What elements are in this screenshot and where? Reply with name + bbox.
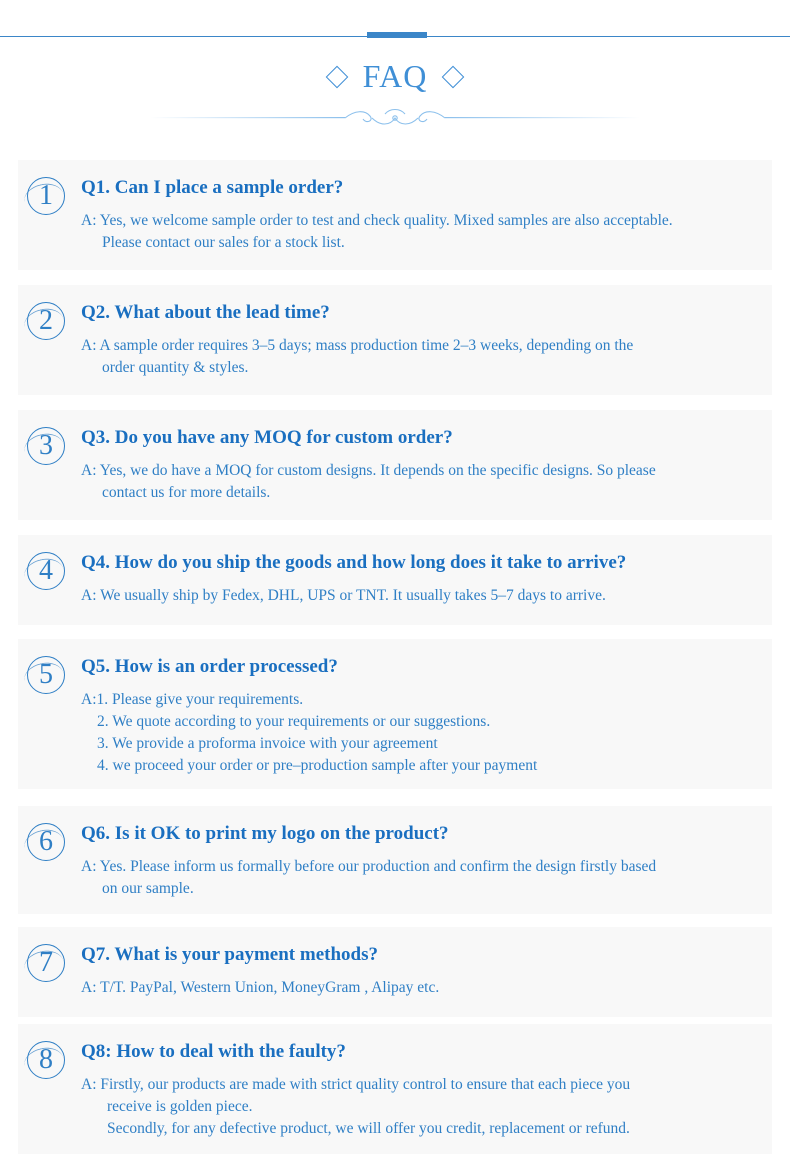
- faq-question: Q4. How do you ship the goods and how long does it take to arrive?: [81, 552, 627, 573]
- answer-line: A: We usually ship by Fedex, DHL, UPS or TNT. It usually takes 5–7 days to arrive.: [81, 587, 606, 604]
- answer-line: Please contact our sales for a stock list.: [102, 234, 345, 251]
- faq-card-7: [18, 927, 772, 1017]
- answer-line: A:1. Please give your requirements.: [81, 691, 304, 708]
- answer-line: A: Yes. Please inform us formally before our production and confirm the design firstly based: [81, 858, 657, 875]
- faq-answer: [81, 689, 771, 777]
- faq-question: Q6. Is it OK to print my logo on the product?: [81, 823, 449, 844]
- faq-card-1: [18, 160, 772, 270]
- faq-answer: [81, 210, 771, 254]
- faq-card-4: [18, 535, 772, 625]
- answer-line: A: Yes, we do have a MOQ for custom designs. It depends on the specific designs. So please: [81, 462, 656, 479]
- number-badge: 8: [27, 1041, 65, 1079]
- number-badge: 5: [27, 656, 65, 694]
- answer-line: A: Firstly, our products are made with strict quality control to ensure that each piece you: [81, 1076, 631, 1093]
- faq-card-6: [18, 806, 772, 914]
- faq-answer: [81, 1074, 771, 1140]
- number-badge: 6: [27, 823, 65, 861]
- page-title: [0, 58, 790, 95]
- answer-line: A: A sample order requires 3–5 days; mass production time 2–3 weeks, depending on the: [81, 337, 634, 354]
- faq-question: Q1. Can I place a sample order?: [81, 177, 344, 198]
- answer-line: A: T/T. PayPal, Western Union, MoneyGram , Alipay etc.: [81, 979, 440, 996]
- answer-line: receive is golden piece.: [107, 1098, 253, 1115]
- diamond-left-icon: [325, 65, 348, 88]
- faq-card-5: [18, 639, 772, 789]
- answer-line: order quantity & styles.: [102, 359, 249, 376]
- faq-answer: [81, 335, 771, 379]
- faq-question: Q8: How to deal with the faulty?: [81, 1041, 346, 1062]
- faq-question: Q5. How is an order processed?: [81, 656, 338, 677]
- faq-answer: [81, 977, 771, 999]
- faq-question: Q7. What is your payment methods?: [81, 944, 378, 965]
- page-title-text: FAQ: [362, 58, 428, 94]
- number-badge: 1: [27, 177, 65, 215]
- faq-card-8: [18, 1024, 772, 1154]
- answer-line: 2. We quote according to your requirements or our suggestions.: [97, 713, 491, 730]
- ornament-divider-icon: [150, 108, 640, 128]
- diamond-right-icon: [442, 65, 465, 88]
- faq-answer: [81, 585, 771, 607]
- number-badge: 7: [27, 944, 65, 982]
- faq-answer: [81, 460, 771, 504]
- number-badge: 2: [27, 302, 65, 340]
- top-accent-tab: [367, 32, 427, 38]
- faq-question: Q3. Do you have any MOQ for custom order?: [81, 427, 453, 448]
- answer-line: 4. we proceed your order or pre–production sample after your payment: [97, 757, 538, 774]
- number-badge: 3: [27, 427, 65, 465]
- faq-card-3: [18, 410, 772, 520]
- faq-card-2: [18, 285, 772, 395]
- answer-line: on our sample.: [102, 880, 194, 897]
- faq-question: Q2. What about the lead time?: [81, 302, 330, 323]
- answer-line: Secondly, for any defective product, we will offer you credit, replacement or refund.: [107, 1120, 630, 1137]
- answer-line: A: Yes, we welcome sample order to test and check quality. Mixed samples are also acceptable.: [81, 212, 673, 229]
- faq-answer: [81, 856, 771, 900]
- number-badge: 4: [27, 552, 65, 590]
- answer-line: 3. We provide a proforma invoice with your agreement: [97, 735, 438, 752]
- answer-line: contact us for more details.: [102, 484, 271, 501]
